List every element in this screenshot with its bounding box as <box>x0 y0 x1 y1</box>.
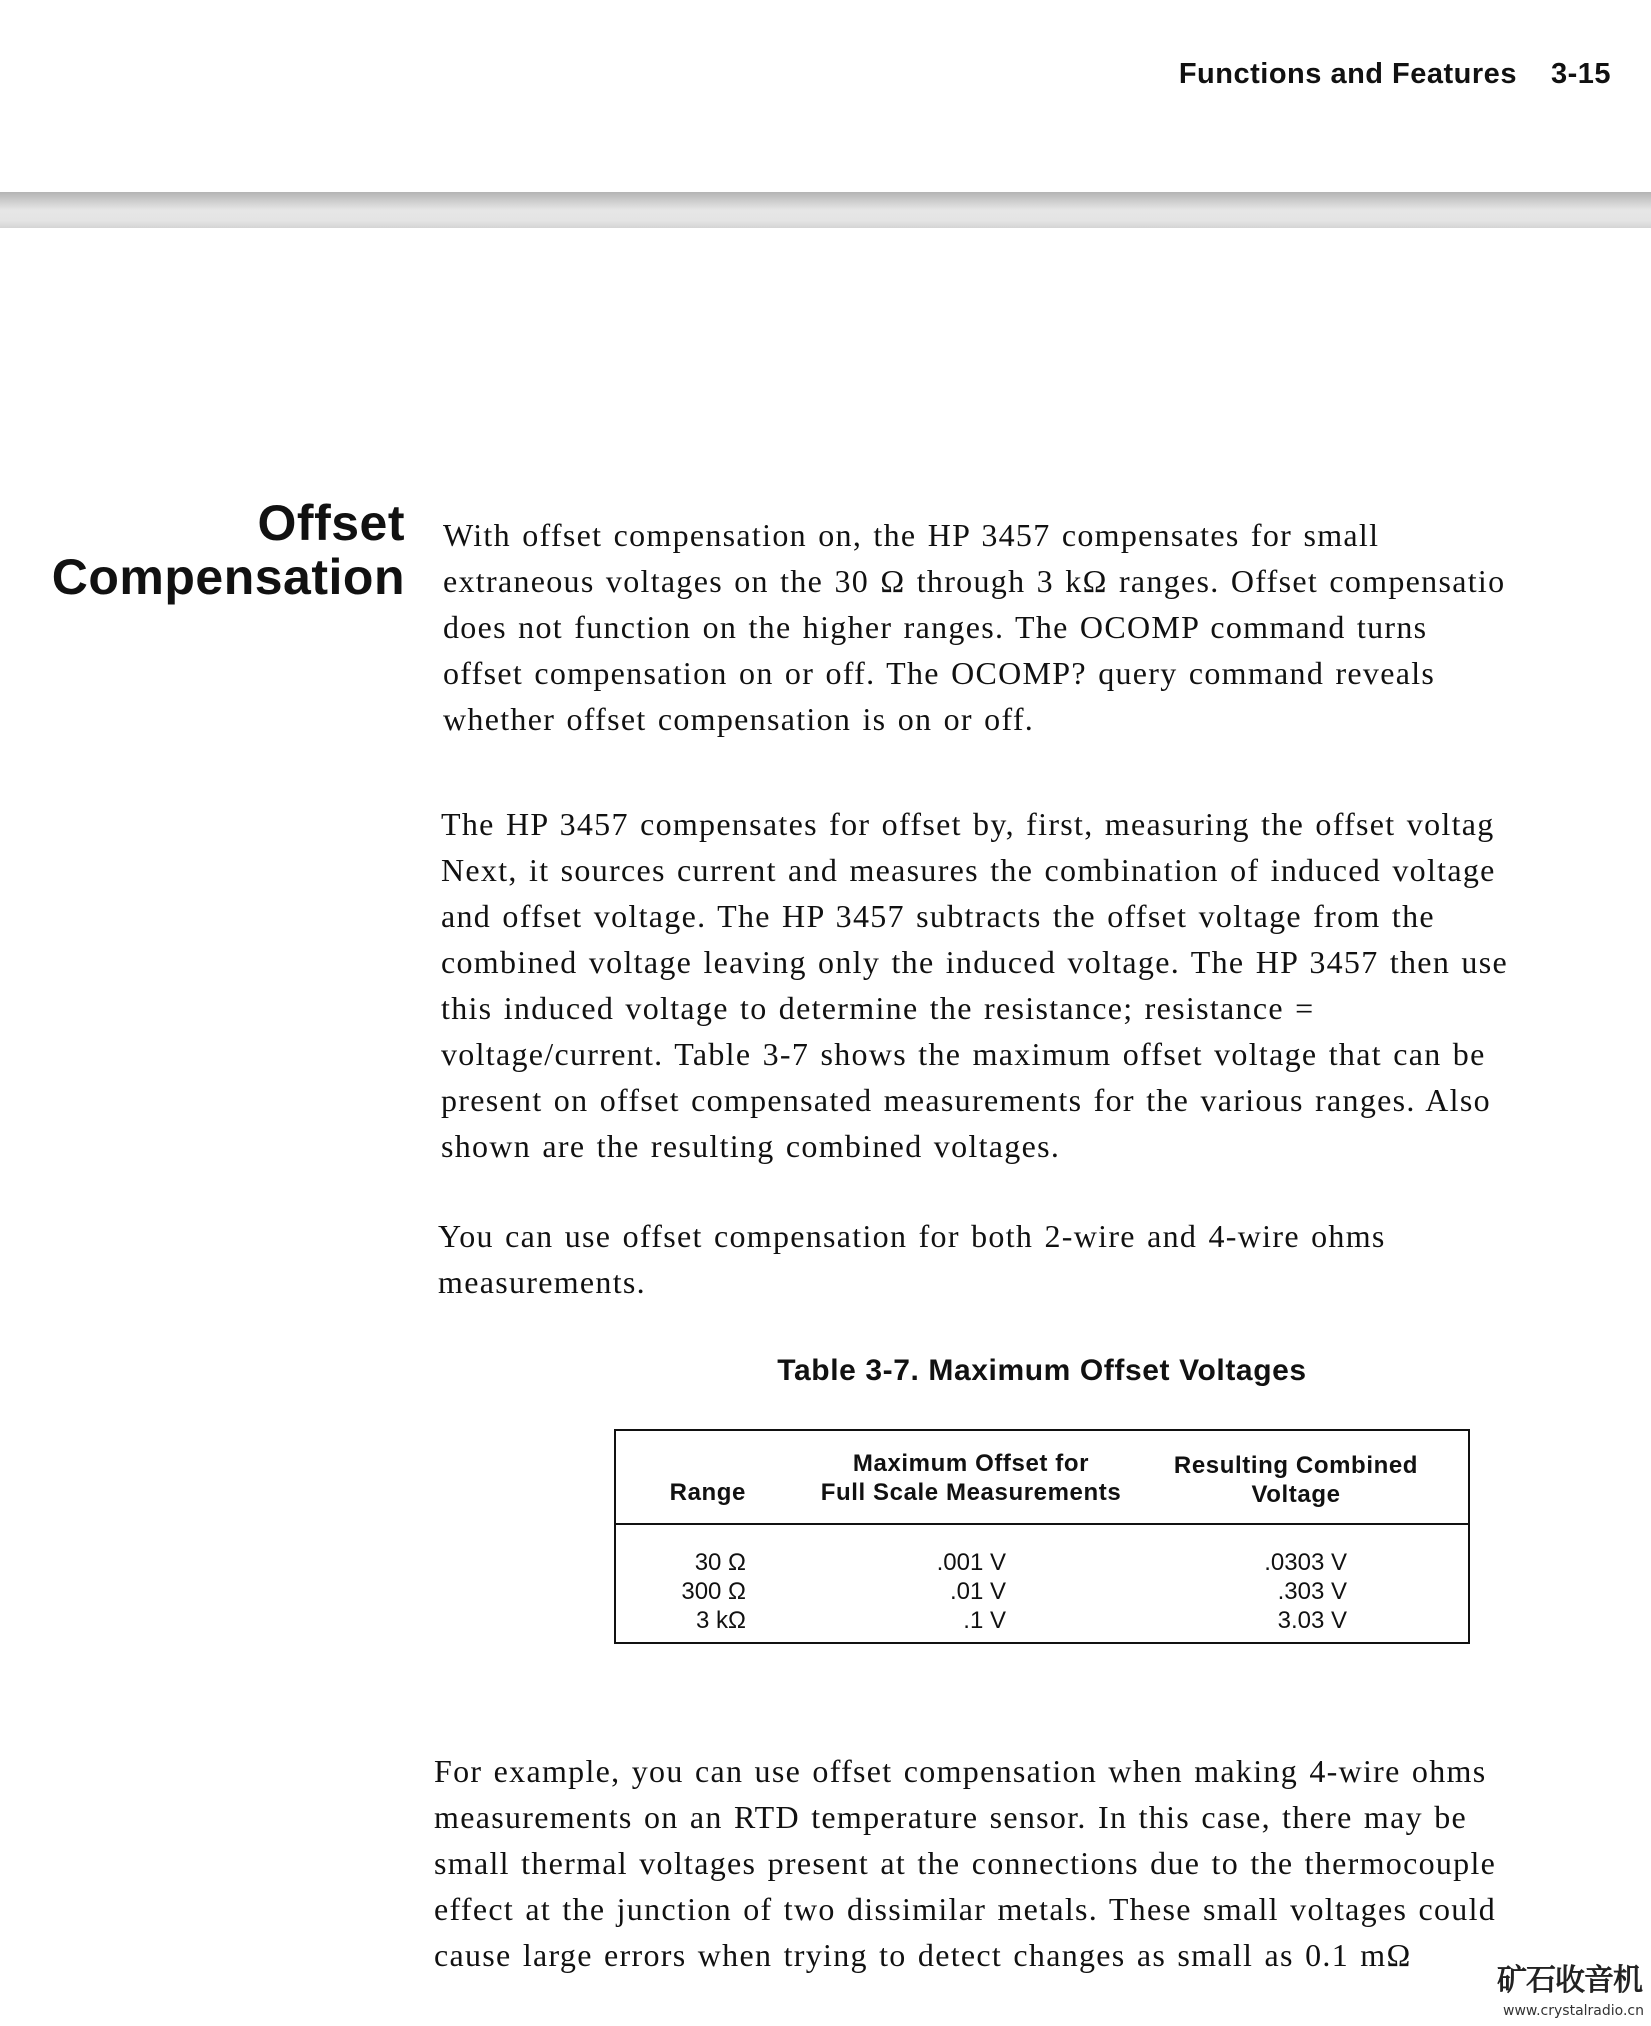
section-heading-line2: Compensation <box>51 549 405 605</box>
column-header-line: Resulting Combined <box>1173 1452 1419 1479</box>
text-line: this induced voltage to determine the resistance; resistance = <box>441 990 1315 1026</box>
offset-voltages-table <box>614 1429 1470 1644</box>
table-cell-range: 300 Ω <box>681 1578 746 1605</box>
text-line: shown are the resulting combined voltages. <box>441 1128 1061 1164</box>
column-header-combined <box>1146 1451 1446 1509</box>
text-line: whether offset compensation is on or off. <box>443 701 1035 737</box>
table-cell-max-offset: .01 V <box>949 1578 1006 1605</box>
table-header-row <box>616 1431 1468 1525</box>
text-line: effect at the junction of two dissimilar metals. These small voltages could <box>434 1891 1497 1927</box>
page-number: 3-15 <box>1550 58 1611 90</box>
text-line: voltage/current. Table 3-7 shows the maximum offset voltage that can be <box>441 1036 1486 1072</box>
text-line: does not function on the higher ranges. The OCOMP command turns <box>443 609 1428 645</box>
watermark <box>1482 1965 1648 2023</box>
paragraph-rtd-example <box>434 1748 1651 1978</box>
text-line: small thermal voltages present at the connections due to the thermocouple <box>434 1845 1497 1881</box>
watermark-logo-text: 矿石收音机 <box>1497 1963 1642 1998</box>
text-line: extraneous voltages on the 30 Ω through 3 kΩ ranges. Offset compensatio <box>443 563 1506 599</box>
watermark-url: www.crystalradio.cn <box>1503 2003 1644 2019</box>
column-header-range: Range <box>669 1479 746 1506</box>
table-cell-max-offset: .001 V <box>936 1549 1006 1576</box>
column-header-line: Voltage <box>1251 1481 1341 1508</box>
text-line: measurements on an RTD temperature sensor. In this case, there may be <box>434 1799 1468 1835</box>
column-header-max-offset <box>786 1449 1156 1507</box>
text-line: You can use offset compensation for both 2-wire and 4-wire ohms <box>438 1218 1386 1254</box>
text-line: cause large errors when trying to detect changes as small as 0.1 mΩ <box>434 1937 1412 1973</box>
paragraph-how-it-works <box>441 801 1651 1169</box>
text-line: offset compensation on or off. The OCOMP? query command reveals <box>443 655 1436 691</box>
header-divider-band <box>0 192 1651 228</box>
text-line: Next, it sources current and measures the combination of induced voltage <box>441 852 1496 888</box>
table-cell-combined: .303 V <box>1277 1578 1347 1605</box>
table-cell-max-offset: .1 V <box>963 1607 1006 1634</box>
table-title: Table 3-7. Maximum Offset Voltages <box>777 1354 1307 1387</box>
text-line: and offset voltage. The HP 3457 subtracts the offset voltage from the <box>441 898 1435 934</box>
paragraph-offset-intro <box>443 512 1651 742</box>
text-line: measurements. <box>438 1264 646 1300</box>
column-header-line: Full Scale Measurements <box>820 1479 1122 1506</box>
section-title: Functions and Features <box>1178 58 1517 90</box>
table-cell-range: 30 Ω <box>694 1549 746 1576</box>
text-line: combined voltage leaving only the induced voltage. The HP 3457 then use <box>441 944 1508 980</box>
running-head <box>1011 58 1611 98</box>
text-line: The HP 3457 compensates for offset by, first, measuring the offset voltag <box>441 806 1495 842</box>
text-line: present on offset compensated measurements for the various ranges. Also <box>441 1082 1491 1118</box>
table-cell-combined: .0303 V <box>1264 1549 1347 1576</box>
column-header-line: Maximum Offset for <box>852 1450 1090 1477</box>
section-heading <box>0 496 405 604</box>
max-offset-column <box>856 1548 1006 1635</box>
text-line: With offset compensation on, the HP 3457 compensates for small <box>443 517 1380 553</box>
combined-voltage-column <box>1176 1548 1347 1635</box>
section-heading-line1: Offset <box>257 495 405 551</box>
table-cell-combined: 3.03 V <box>1277 1607 1347 1634</box>
text-line: For example, you can use offset compensation when making 4-wire ohms <box>434 1753 1487 1789</box>
table-cell-range: 3 kΩ <box>696 1607 746 1634</box>
paragraph-wire-modes <box>438 1213 1651 1305</box>
range-column <box>636 1548 746 1635</box>
